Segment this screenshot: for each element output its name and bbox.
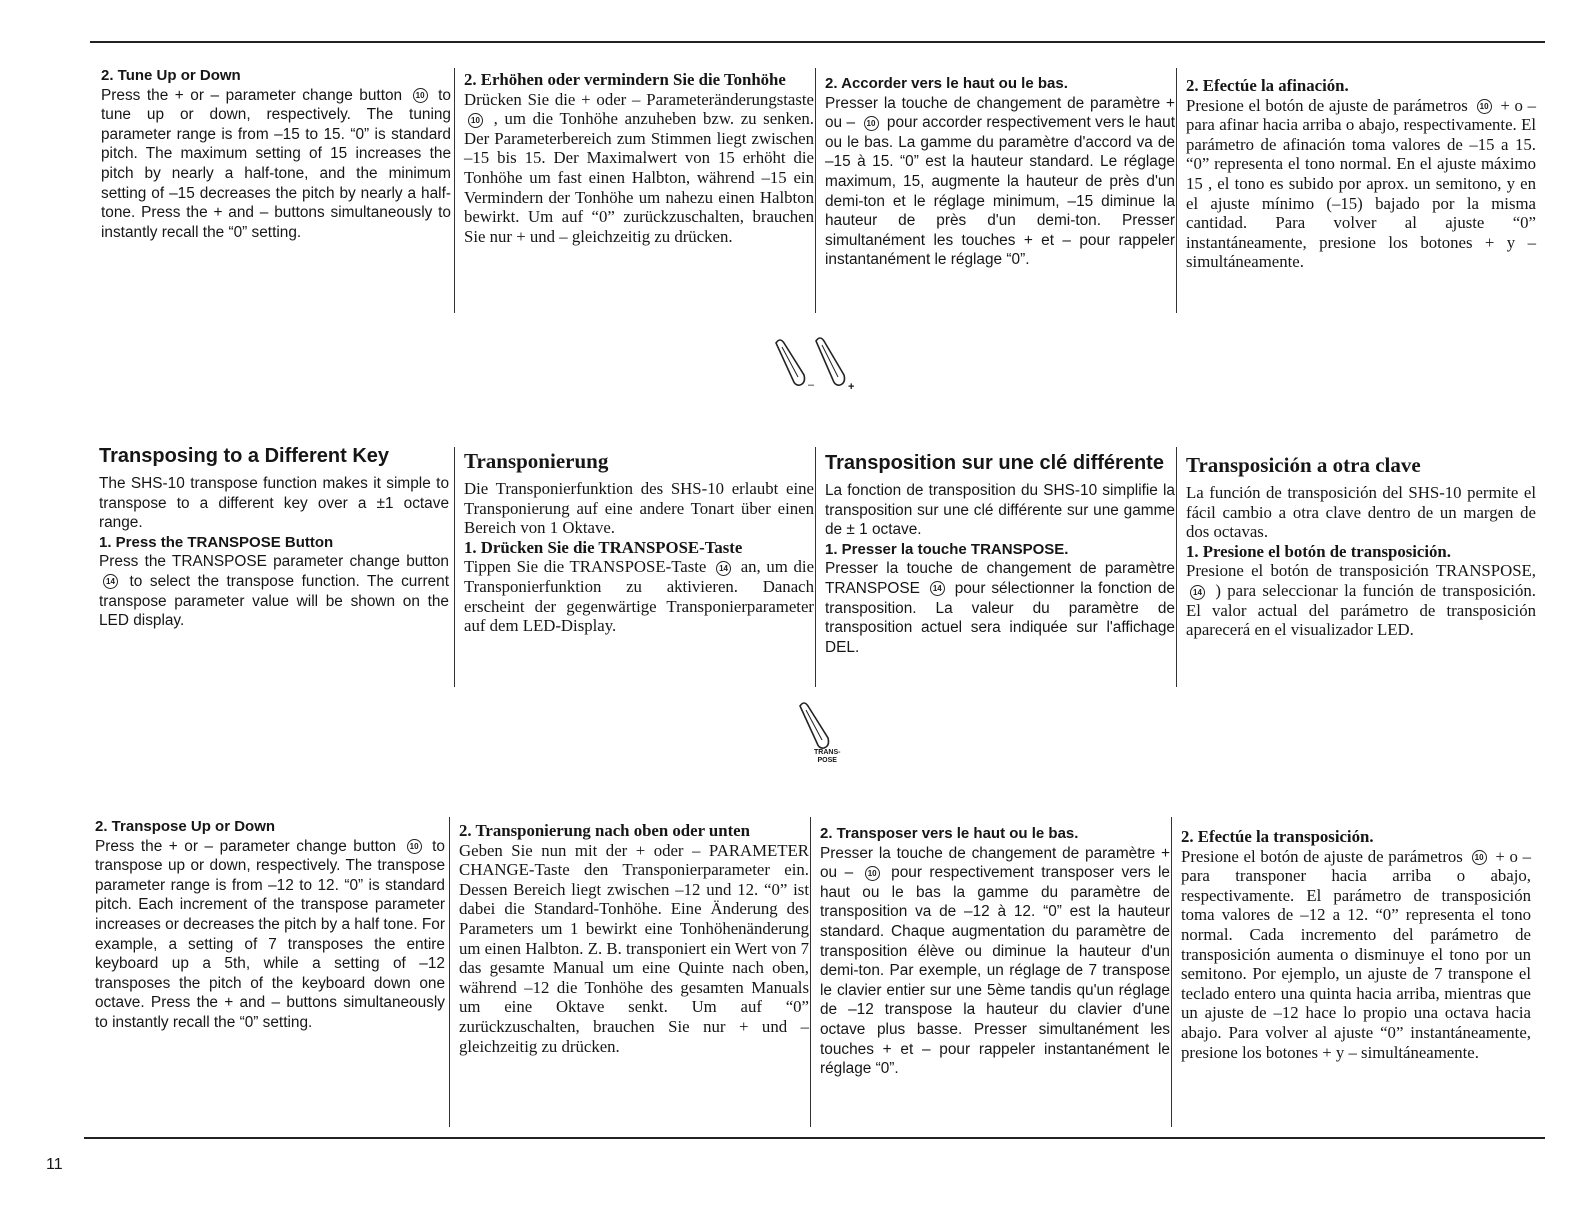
parameter-button-ref-icon: 10 [468, 113, 483, 128]
transpose-intro-de: Die Transponierfunktion des SHS-10 erlaubt eine Transponierung auf eine andere Tonart über einen Bereich von 1 Oktave. [464, 479, 814, 538]
transpose-updown-text-en: Press the + or – parameter change button 10 to transpose up or down, respectively. The transpose parameter range is from –12 to 12. “0” is standard pitch. Each increment of the transpose parameter increases or decreases the pitch by a half tone. For example, a setting of 7 transposes the entire keyboard up a 5th, while a setting of –12 transposes the pitch of the keyboard down one octave. Press the + and – buttons simultaneously to instantly recall the “0” setting. [95, 837, 445, 1031]
press-transpose-button-figure [790, 700, 860, 770]
transpose-updown-section-en [85, 817, 445, 1033]
transpose-button-ref-icon: 14 [103, 574, 118, 589]
tune-text-de: Drücken Sie die + oder – Parameteränderungstaste 10 , um die Tonhöhe anzuheben bzw. zu senken. Der Parameterbereich zum Stimmen liegt zwischen –15 bis 15. Der Maximalwert von 15 erhöht die Tonhöhe um fast einen Halbton, während –15 ein Vermindern der Tonhöhe um nahezu einen Halbton bewirkt. Um auf “0” zurückzuschalten, brauchen Sie nur + und – gleichzeitig zu drücken. [464, 89, 814, 246]
transpose-updown-subhead-fr: 2. Transposer vers le haut ou le bas. [820, 825, 1079, 842]
transpose-button-ref-icon: 14 [930, 581, 945, 596]
transpose-heading-de: Transponierung [464, 449, 609, 473]
parameter-button-ref-icon: 10 [413, 88, 428, 103]
tune-section-en [91, 66, 451, 242]
transpose-subhead-en: 1. Press the TRANSPOSE Button [99, 533, 334, 551]
transpose-text-fr: Presser la touche de changement de paramètre TRANSPOSE 14 pour sélectionner la fonction de transposition. La valeur du paramètre de transposition actuel sera indiquée sur l'affichage DEL. [825, 560, 1175, 656]
transpose-intro-en: The SHS-10 transpose function makes it simple to transpose to a different key over a ±1 octave range. [99, 475, 449, 532]
top-rule [90, 41, 1545, 43]
transpose-subhead-es: 1. Presione el botón de transposición. [1186, 541, 1451, 561]
tune-subhead-en: 2. Tune Up or Down [101, 67, 241, 84]
transpose-updown-text-de: Geben Sie nun mit der + oder – PARAMETER CHANGE-Taste den Transponierparameter ein. Dessen Bereich liegt zwischen –12 und 12. “0” ist dabei die Standard-Tonhöhe. Eine Änderung des Parameters um 1 bewirkt eine Tonhöhenänderung um einen Halbton. Z. B. transponiert ein Wert von 7 das gesamte Manual um eine Quinte nach oben, während –12 die Tonhöhe des gesamten Manuals um eine Oktave senkt. Um auf “0” zurückzuschalten, brauchen Sie nur + und – gleichzeitig zu drücken. [459, 840, 809, 1056]
transpose-updown-text-fr: Presser la touche de changement de paramètre + ou – 10 pour respectivement transposer vers le haut ou le bas la gamme du paramètre de transposition va de –12 à 12. “0” est la hauteur standard. Chaque augmentation du paramètre de transposition élève ou diminue la hauteur d'un demi-ton. Par exemple, un réglage de 7 transpose le clavier entier sur une 5ème tandis qu'un réglage de –12 transpose la hauteur du clavier d'une octave plus basse. Presser simultanément les touches + et – pour rappeler instantanément le réglage “0”. [820, 844, 1170, 1078]
transpose-updown-section-de [449, 821, 809, 1056]
transpose-section-es [1176, 453, 1536, 640]
tune-text-en: Press the + or – parameter change button 10 to tune up or down, respectively. The tuning parameter range is from –15 to 15. “0” is standard pitch. The maximum setting of 15 increases the pitch by nearly a half-tone, and the minimum setting of –15 decreases the pitch by nearly a half-tone. Press the + and – buttons simultaneously to instantly recall the “0” setting. [101, 86, 451, 241]
plus-button-label: + [848, 381, 855, 393]
transpose-intro-fr: La fonction de transposition du SHS-10 simplifie la transposition sur une clé différente sur une gamme de ± 1 octave. [825, 482, 1175, 539]
transpose-heading-es: Transposición a otra clave [1186, 453, 1421, 477]
transpose-text-en: Press the TRANSPOSE parameter change button 14 to select the transpose function. The current transpose parameter value will be shown on the LED display. [99, 553, 449, 630]
parameter-button-ref-icon: 10 [1477, 99, 1492, 114]
transpose-subhead-fr: 1. Presser la touche TRANSPOSE. [825, 540, 1069, 558]
tune-subhead-de: 2. Erhöhen oder vermindern Sie die Tonhöhe [464, 70, 786, 89]
parameter-button-ref-icon: 10 [864, 116, 879, 131]
tune-section-es [1176, 76, 1536, 272]
tune-subhead-fr: 2. Accorder vers le haut ou le bas. [825, 75, 1068, 92]
transpose-updown-subhead-de: 2. Transponierung nach oben oder unten [459, 821, 750, 840]
transpose-button-label: TRANS- POSE [814, 749, 841, 764]
transpose-updown-text-es: Presione el botón de ajuste de parámetros 10 + o – para transponer hacia arriba o abajo, respectivamente. El parámetro de transposición toma valores de –12 a 12. “0” representa el tono normal. Cada incremento del parámetro de transposición aumenta o disminuye el tono por un semitono. Por ejemplo, un ajuste de 7 transpone el teclado entero una quinta hacia arriba, mientras que un ajuste de –12 hace lo propio una octava hacia abajo. Para volver al ajuste “0” instantáneamente, presione los botones + y – simultáneamente. [1181, 846, 1532, 1062]
transpose-updown-section-fr [810, 824, 1170, 1079]
transpose-section-en [89, 445, 449, 631]
tune-text-fr: Presser la touche de changement de paramètre + ou – 10 pour accorder respectivement vers le haut ou le bas. La gamme du paramètre d'accord va de –15 à 15. “0” est la hauteur standard. Le réglage maximum, 15, augmente la hauteur de près d'un demi-ton et le réglage minimum, –15 diminue la hauteur de près d'un demi-ton. Presser simultanément les touches + et – pour rappeler instantanément le réglage “0”. [825, 94, 1175, 269]
transpose-section-de [454, 449, 814, 636]
transpose-button-ref-icon: 14 [716, 561, 731, 576]
transpose-text-de: Tippen Sie die TRANSPOSE-Taste 14 an, um die Transponierfunktion zu aktivieren. Danach erscheint der gegenwärtige Transponierparameter auf dem LED-Display. [464, 557, 815, 636]
bottom-rule [84, 1137, 1545, 1139]
tune-section-fr [815, 74, 1175, 270]
transpose-intro-es: La función de transposición del SHS-10 permite el fácil cambio a otra clave dentro de un margen de dos octavas. [1186, 483, 1536, 542]
tune-section-de [454, 70, 814, 246]
transpose-section-fr [815, 452, 1175, 657]
parameter-button-ref-icon: 10 [865, 866, 880, 881]
transpose-updown-subhead-es: 2. Efectúe la transposición. [1181, 827, 1374, 846]
press-parameter-buttons-figure [768, 335, 868, 397]
tune-text-es: Presione el botón de ajuste de parámetros 10 + o – para afinar hacia arriba o abajo, respectivamente. El parámetro de afinación toma valores de –15 a 15. “0” representa el tono normal. En el ajuste máximo 15 , el tono es subido por aprox. un semitono, y en el ajuste mínimo (–15) bajado por la misma cantidad. Para volver al ajuste “0” instantáneamente, presione los botones + y – simultáneamente. [1186, 95, 1537, 272]
page-number: 11 [46, 1156, 63, 1173]
transpose-text-es: Presione el botón de transposición TRANSPOSE, 14 ) para seleccionar la función de transposición. El valor actual del parámetro de transposición aparecerá en el visualizador LED. [1186, 561, 1536, 640]
minus-button-label: – [808, 379, 815, 391]
parameter-button-ref-icon: 10 [407, 839, 422, 854]
tune-subhead-es: 2. Efectúe la afinación. [1186, 76, 1349, 95]
parameter-button-ref-icon: 10 [1472, 850, 1487, 865]
transpose-heading-en: Transposing to a Different Key [99, 445, 390, 467]
transpose-updown-section-es [1171, 827, 1531, 1062]
transpose-heading-fr: Transposition sur une clé différente [825, 452, 1164, 474]
transpose-button-ref-icon: 14 [1190, 585, 1205, 600]
transpose-updown-subhead-en: 2. Transpose Up or Down [95, 818, 276, 835]
transpose-subhead-de: 1. Drücken Sie die TRANSPOSE-Taste [464, 537, 743, 557]
